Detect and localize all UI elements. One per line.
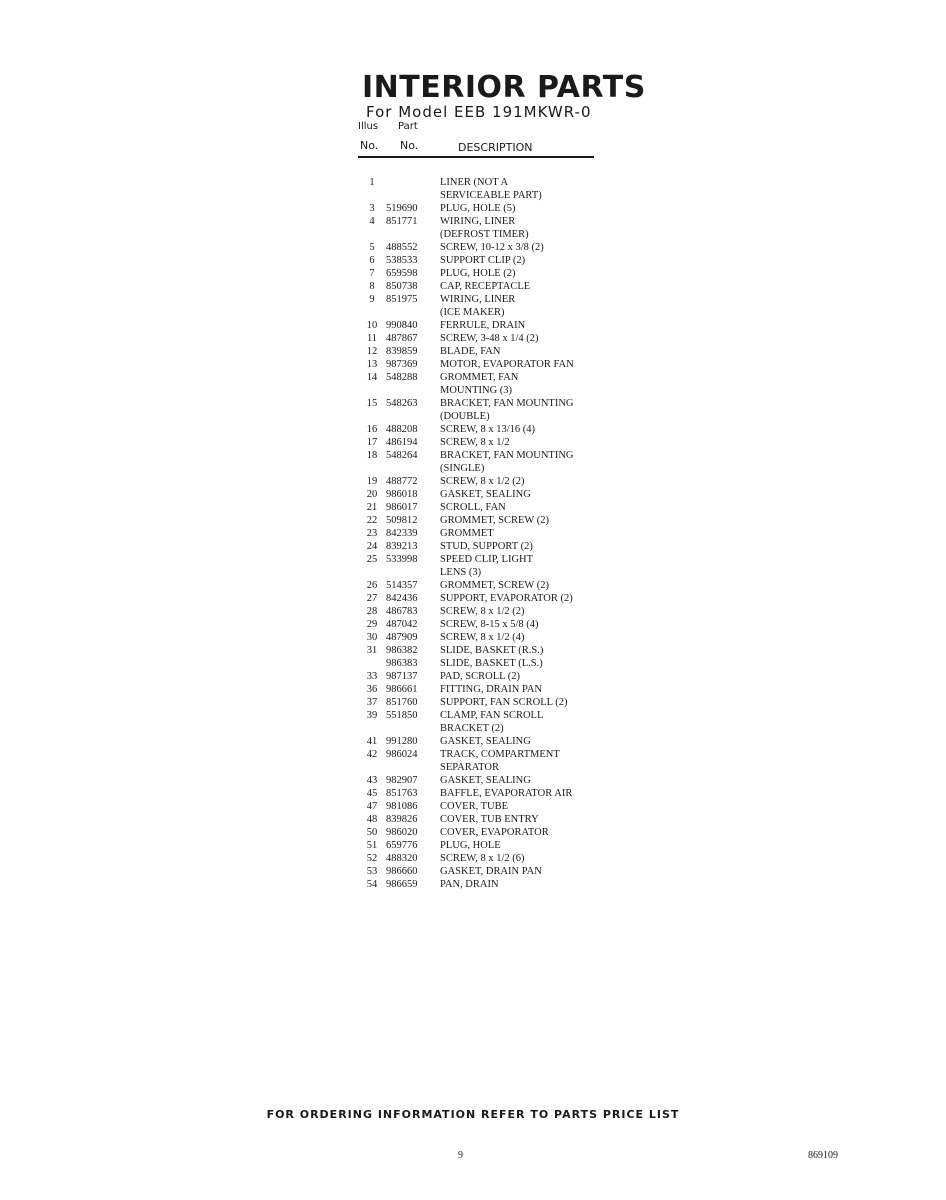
part-number: 533998 xyxy=(386,554,418,565)
parts-row xyxy=(362,527,602,540)
parts-row xyxy=(362,865,602,878)
parts-row xyxy=(362,280,602,293)
part-description: PLUG, HOLE xyxy=(440,840,501,851)
illus-number: 52 xyxy=(366,853,378,864)
part-number: 487909 xyxy=(386,632,418,643)
illus-number: 20 xyxy=(366,489,378,500)
part-number: 986660 xyxy=(386,866,418,877)
part-description: SERVICEABLE PART) xyxy=(440,190,542,201)
model-subtitle: For Model EEB 191MKWR-0 xyxy=(366,103,592,121)
part-description: SLIDE, BASKET (R.S.) xyxy=(440,645,544,656)
parts-row xyxy=(362,722,602,735)
part-number: 987137 xyxy=(386,671,418,682)
illus-number: 29 xyxy=(366,619,378,630)
parts-row xyxy=(362,878,602,891)
parts-row xyxy=(362,800,602,813)
illus-number: 19 xyxy=(366,476,378,487)
part-number: 509812 xyxy=(386,515,418,526)
part-description: SCREW, 3-48 x 1/4 (2) xyxy=(440,333,539,344)
parts-row xyxy=(362,371,602,384)
parts-row xyxy=(362,358,602,371)
part-number: 986020 xyxy=(386,827,418,838)
illus-number: 28 xyxy=(366,606,378,617)
header-rule xyxy=(358,156,594,158)
illus-number: 11 xyxy=(366,333,378,344)
part-number: 851975 xyxy=(386,294,418,305)
part-number: 839826 xyxy=(386,814,418,825)
part-description: GROMMET, FAN xyxy=(440,372,519,383)
illus-number: 25 xyxy=(366,554,378,565)
part-description: (DEFROST TIMER) xyxy=(440,229,529,240)
illus-number: 15 xyxy=(366,398,378,409)
parts-row xyxy=(362,267,602,280)
part-number: 659598 xyxy=(386,268,418,279)
part-description: LENS (3) xyxy=(440,567,482,578)
part-number: 851771 xyxy=(386,216,418,227)
part-description: COVER, TUBE xyxy=(440,801,509,812)
part-description: BAFFLE, EVAPORATOR AIR xyxy=(440,788,573,799)
parts-row xyxy=(362,514,602,527)
parts-row xyxy=(362,397,602,410)
illus-number: 50 xyxy=(366,827,378,838)
part-number: 982907 xyxy=(386,775,418,786)
parts-row xyxy=(362,852,602,865)
illus-number: 9 xyxy=(369,294,375,305)
part-number: 986661 xyxy=(386,684,418,695)
column-header-illus: No. xyxy=(360,139,379,152)
illus-number: 48 xyxy=(366,814,378,825)
illus-number: 17 xyxy=(366,437,378,448)
part-number: 486783 xyxy=(386,606,418,617)
part-description: STUD, SUPPORT (2) xyxy=(440,541,533,552)
parts-row xyxy=(362,748,602,761)
parts-row xyxy=(362,462,602,475)
part-description: SCREW, 8-15 x 5/8 (4) xyxy=(440,619,539,630)
illus-number: 36 xyxy=(366,684,378,695)
part-description: SEPARATOR xyxy=(440,762,499,773)
parts-row xyxy=(362,592,602,605)
parts-row xyxy=(362,787,602,800)
column-header-part-top: Part xyxy=(398,121,418,132)
part-number: 487867 xyxy=(386,333,418,344)
parts-row xyxy=(362,553,602,566)
illus-number: 6 xyxy=(369,255,375,266)
part-description: SUPPORT, EVAPORATOR (2) xyxy=(440,593,573,604)
part-description: BRACKET, FAN MOUNTING xyxy=(440,450,574,461)
parts-row xyxy=(362,618,602,631)
illus-number: 53 xyxy=(366,866,378,877)
illus-number: 1 xyxy=(369,177,375,188)
illus-number: 22 xyxy=(366,515,378,526)
part-number: 987369 xyxy=(386,359,418,370)
part-number: 551850 xyxy=(386,710,418,721)
document-number: 869109 xyxy=(808,1150,838,1161)
part-number: 519690 xyxy=(386,203,418,214)
part-number: 842339 xyxy=(386,528,418,539)
parts-row xyxy=(362,254,602,267)
parts-row xyxy=(362,228,602,241)
part-description: GASKET, SEALING xyxy=(440,736,531,747)
part-number: 839213 xyxy=(386,541,418,552)
part-description: FERRULE, DRAIN xyxy=(440,320,526,331)
illus-number: 26 xyxy=(366,580,378,591)
part-description: GROMMET xyxy=(440,528,494,539)
part-description: SUPPORT CLIP (2) xyxy=(440,255,526,266)
parts-row xyxy=(362,774,602,787)
illus-number: 54 xyxy=(366,879,378,890)
parts-row xyxy=(362,631,602,644)
part-number: 851763 xyxy=(386,788,418,799)
parts-row xyxy=(362,501,602,514)
part-description: SCREW, 8 x 1/2 (6) xyxy=(440,853,525,864)
illus-number: 33 xyxy=(366,671,378,682)
illus-number: 18 xyxy=(366,450,378,461)
part-description: COVER, TUB ENTRY xyxy=(440,814,539,825)
part-description: WIRING, LINER xyxy=(440,294,516,305)
part-description: MOUNTING (3) xyxy=(440,385,513,396)
parts-row xyxy=(362,644,602,657)
part-description: GASKET, SEALING xyxy=(440,775,531,786)
part-description: LINER (NOT A xyxy=(440,177,509,188)
illus-number: 8 xyxy=(369,281,375,292)
parts-row xyxy=(362,475,602,488)
part-description: CAP, RECEPTACLE xyxy=(440,281,531,292)
part-description: SCREW, 8 x 13/16 (4) xyxy=(440,424,535,435)
part-number: 986024 xyxy=(386,749,418,760)
part-description: TRACK, COMPARTMENT xyxy=(440,749,560,760)
parts-row xyxy=(362,488,602,501)
part-number: 488772 xyxy=(386,476,418,487)
illus-number: 47 xyxy=(366,801,378,812)
illus-number: 24 xyxy=(366,541,378,552)
parts-row xyxy=(362,670,602,683)
part-number: 488552 xyxy=(386,242,418,253)
ordering-note: FOR ORDERING INFORMATION REFER TO PARTS PRICE LIST xyxy=(266,1108,680,1121)
parts-row xyxy=(362,657,602,670)
part-number: 486194 xyxy=(386,437,418,448)
column-header-illus-top: Illus xyxy=(358,121,379,132)
parts-row xyxy=(362,189,602,202)
illus-number: 14 xyxy=(366,372,378,383)
illus-number: 23 xyxy=(366,528,378,539)
part-number: 986383 xyxy=(386,658,418,669)
illus-number: 7 xyxy=(369,268,375,279)
parts-row xyxy=(362,826,602,839)
parts-row xyxy=(362,579,602,592)
part-description: (ICE MAKER) xyxy=(440,307,505,318)
part-number: 659776 xyxy=(386,840,418,851)
parts-row xyxy=(362,319,602,332)
parts-row xyxy=(362,540,602,553)
parts-row xyxy=(362,306,602,319)
parts-row xyxy=(362,345,602,358)
illus-number: 3 xyxy=(369,203,375,214)
illus-number: 27 xyxy=(366,593,378,604)
part-description: CLAMP, FAN SCROLL xyxy=(440,710,544,721)
part-description: PAD, SCROLL (2) xyxy=(440,671,521,682)
page-title: INTERIOR PARTS xyxy=(362,70,646,105)
parts-row xyxy=(362,813,602,826)
part-description: (DOUBLE) xyxy=(440,411,490,422)
illus-number: 13 xyxy=(366,359,378,370)
part-number: 487042 xyxy=(386,619,418,630)
illus-number: 12 xyxy=(366,346,378,357)
part-number: 986017 xyxy=(386,502,418,513)
part-description: FITTING, DRAIN PAN xyxy=(440,684,542,695)
parts-row xyxy=(362,709,602,722)
part-number: 548264 xyxy=(386,450,418,461)
illus-number: 21 xyxy=(366,502,378,513)
part-description: SLIDE, BASKET (L.S.) xyxy=(440,658,543,669)
illus-number: 51 xyxy=(366,840,378,851)
parts-row xyxy=(362,384,602,397)
parts-row xyxy=(362,696,602,709)
part-number: 986018 xyxy=(386,489,418,500)
part-description: GROMMET, SCREW (2) xyxy=(440,515,549,526)
illus-number: 41 xyxy=(366,736,378,747)
part-number: 548263 xyxy=(386,398,418,409)
part-number: 986659 xyxy=(386,879,418,890)
illus-number: 42 xyxy=(366,749,378,760)
illus-number: 16 xyxy=(366,424,378,435)
illus-number: 4 xyxy=(369,216,375,227)
part-number: 842436 xyxy=(386,593,418,604)
part-number: 538533 xyxy=(386,255,418,266)
parts-row xyxy=(362,683,602,696)
part-number: 990840 xyxy=(386,320,418,331)
illus-number: 43 xyxy=(366,775,378,786)
illus-number: 31 xyxy=(366,645,378,656)
parts-row xyxy=(362,241,602,254)
part-number: 991280 xyxy=(386,736,418,747)
part-description: COVER, EVAPORATOR xyxy=(440,827,549,838)
part-description: PLUG, HOLE (5) xyxy=(440,203,516,214)
illus-number: 5 xyxy=(369,242,375,253)
part-number: 488320 xyxy=(386,853,418,864)
part-description: MOTOR, EVAPORATOR FAN xyxy=(440,359,574,370)
parts-row xyxy=(362,202,602,215)
part-description: BRACKET, FAN MOUNTING xyxy=(440,398,574,409)
part-description: SCREW, 8 x 1/2 (2) xyxy=(440,476,525,487)
part-number: 851760 xyxy=(386,697,418,708)
part-number: 488208 xyxy=(386,424,418,435)
illus-number: 45 xyxy=(366,788,378,799)
part-description: GASKET, DRAIN PAN xyxy=(440,866,542,877)
part-number: 548288 xyxy=(386,372,418,383)
part-description: GROMMET, SCREW (2) xyxy=(440,580,549,591)
part-description: GASKET, SEALING xyxy=(440,489,531,500)
parts-row xyxy=(362,423,602,436)
part-number: 981086 xyxy=(386,801,418,812)
illus-number: 37 xyxy=(366,697,378,708)
part-number: 514357 xyxy=(386,580,418,591)
part-description: SCREW, 8 x 1/2 (4) xyxy=(440,632,525,643)
parts-row xyxy=(362,761,602,774)
part-description: BRACKET (2) xyxy=(440,723,504,734)
parts-row xyxy=(362,215,602,228)
column-header-part: No. xyxy=(400,139,419,152)
part-description: SCROLL, FAN xyxy=(440,502,506,513)
parts-row xyxy=(362,436,602,449)
parts-row xyxy=(362,332,602,345)
part-description: PAN, DRAIN xyxy=(440,879,499,890)
illus-number: 30 xyxy=(366,632,378,643)
parts-row xyxy=(362,605,602,618)
part-description: SCREW, 8 x 1/2 xyxy=(440,437,510,448)
column-header-description: DESCRIPTION xyxy=(458,141,533,154)
illus-number: 39 xyxy=(366,710,378,721)
part-description: SUPPORT, FAN SCROLL (2) xyxy=(440,697,568,708)
illus-number: 10 xyxy=(366,320,378,331)
part-description: WIRING, LINER xyxy=(440,216,516,227)
part-number: 986382 xyxy=(386,645,418,656)
parts-row xyxy=(362,839,602,852)
part-description: (SINGLE) xyxy=(440,463,485,474)
part-description: SPEED CLIP, LIGHT xyxy=(440,554,534,565)
parts-row xyxy=(362,735,602,748)
part-description: BLADE, FAN xyxy=(440,346,501,357)
part-description: SCREW, 8 x 1/2 (2) xyxy=(440,606,525,617)
part-number: 850738 xyxy=(386,281,418,292)
parts-row xyxy=(362,176,602,189)
parts-row xyxy=(362,410,602,423)
part-description: PLUG, HOLE (2) xyxy=(440,268,516,279)
parts-row xyxy=(362,293,602,306)
parts-list xyxy=(362,176,602,891)
parts-row xyxy=(362,449,602,462)
parts-row xyxy=(362,566,602,579)
page-number: 9 xyxy=(458,1150,463,1161)
part-number: 839859 xyxy=(386,346,418,357)
part-description: SCREW, 10-12 x 3/8 (2) xyxy=(440,242,544,253)
